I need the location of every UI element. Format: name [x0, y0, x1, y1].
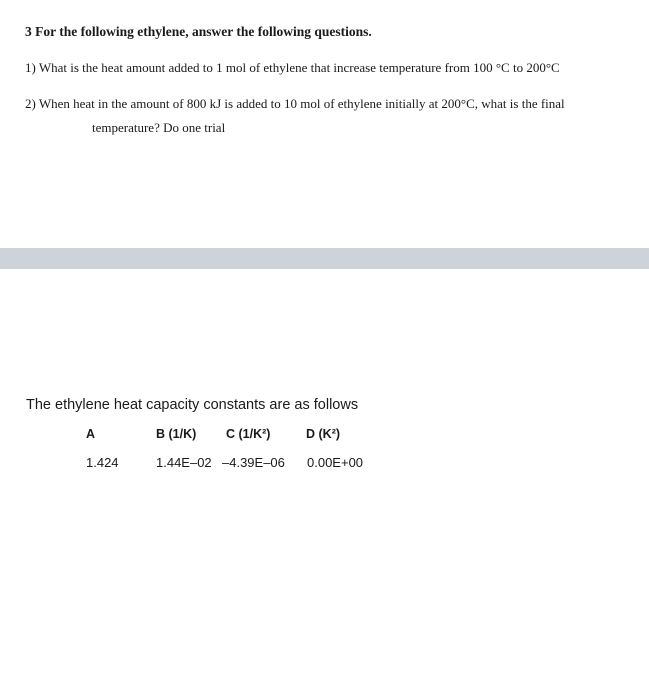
heat-capacity-title: The ethylene heat capacity constants are as follows — [26, 397, 359, 413]
value-d: 0.00E+00 — [307, 455, 364, 470]
value-c: –4.39E–06 — [222, 455, 285, 470]
question-part-2-continued: temperature? Do one trial — [92, 120, 226, 135]
header-d: D (K²) — [306, 427, 341, 441]
header-c: C (1/K²) — [226, 427, 271, 441]
section-divider-bar — [0, 248, 649, 269]
question-part-2: 2) When heat in the amount of 800 kJ is added to 10 mol of ethylene initially at 200°C, what is the final — [25, 96, 565, 111]
value-a: 1.424 — [86, 455, 119, 470]
header-a: A — [86, 427, 96, 441]
question-heading: 3 For the following ethylene, answer the following questions. — [25, 24, 372, 39]
question-part-1: 1) What is the heat amount added to 1 mol of ethylene that increase temperature from 100 °C to 200°C — [25, 60, 560, 75]
value-b: 1.44E–02 — [156, 455, 212, 470]
header-b: B (1/K) — [156, 427, 197, 441]
